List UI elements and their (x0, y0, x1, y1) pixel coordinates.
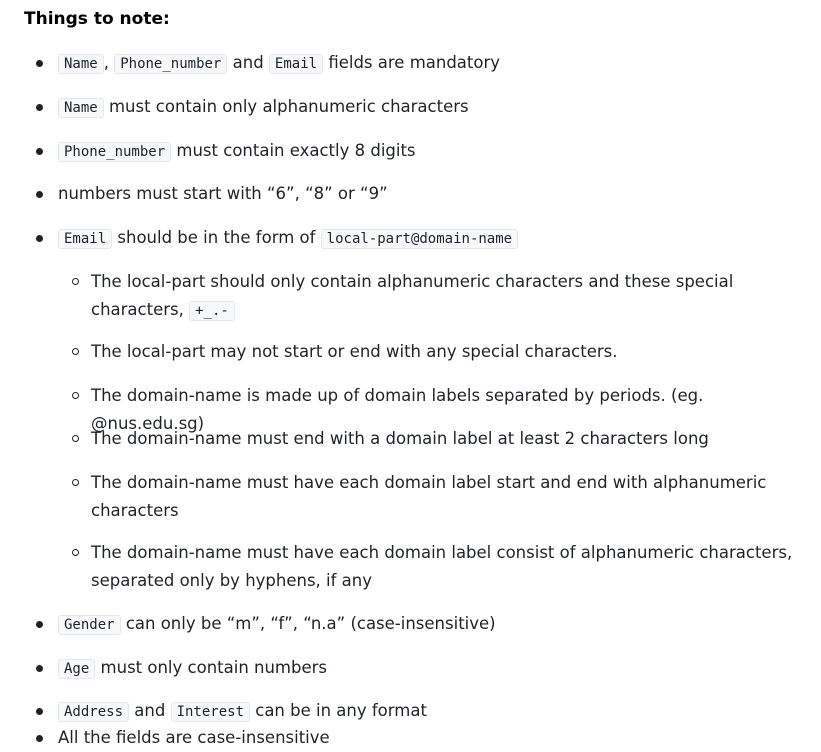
sub-item-domain-label-start-end (91, 469, 801, 525)
circle-bullet-icon (72, 348, 79, 355)
bullet-icon (36, 60, 43, 67)
circle-bullet-icon (72, 392, 79, 399)
separator-text: , (103, 53, 115, 72)
bullet-icon (36, 148, 43, 155)
list-item-mandatory (58, 49, 808, 78)
bullet-icon (36, 708, 43, 715)
item-text: The domain-name must have each domain label consist of alphanumeric characters, separated only by hyphens, if any (91, 543, 793, 590)
list-item-address-rule (58, 697, 808, 726)
item-text: The domain-name is made up of domain labels separated by periods. (eg. @nus.edu.sg) (91, 386, 704, 433)
bullet-icon (36, 191, 43, 198)
code-interest: Interest (171, 702, 250, 722)
code-gender: Gender (58, 615, 121, 635)
item-text: The domain-name must end with a domain label at least 2 characters long (91, 429, 709, 448)
item-text: fields are mandatory (323, 53, 501, 72)
item-text: numbers must start with “6”, “8” or “9” (58, 184, 388, 203)
list-item-gender-rule (58, 610, 808, 639)
code-name: Name (58, 54, 104, 74)
code-address: Address (58, 702, 129, 722)
bullet-icon (36, 104, 43, 111)
item-text: can only be “m”, “f”, “n.a” (case-insensitive) (120, 614, 496, 633)
item-text: The domain-name must have each domain label start and end with alphanumeric characters (91, 473, 767, 520)
code-phone-number: Phone_number (58, 142, 171, 162)
bullet-icon (36, 235, 43, 242)
code-email-format: local-part@domain-name (321, 229, 518, 249)
item-text: must only contain numbers (95, 658, 328, 677)
code-email: Email (269, 54, 323, 74)
circle-bullet-icon (72, 549, 79, 556)
sub-item-local-part-start-end (91, 338, 801, 366)
code-phone-number: Phone_number (114, 54, 227, 74)
item-text: The local-part may not start or end with any special characters. (91, 342, 618, 361)
code-name: Name (58, 98, 104, 118)
item-text: All the fields are case-insensitive (58, 728, 330, 747)
sub-item-local-part-chars (91, 268, 801, 325)
code-special-chars: +_.- (189, 301, 235, 321)
bullet-icon (36, 665, 43, 672)
item-text: must contain exactly 8 digits (171, 141, 416, 160)
bullet-icon (36, 621, 43, 628)
and-text: and (129, 701, 171, 720)
circle-bullet-icon (72, 479, 79, 486)
and-text: and (227, 53, 269, 72)
page-title: Things to note: (24, 9, 170, 29)
list-item-name-rule (58, 93, 808, 122)
circle-bullet-icon (72, 278, 79, 285)
list-item-start-rule (58, 180, 808, 208)
list-item-phone-rule (58, 137, 808, 166)
item-text: The local-part should only contain alphanumeric characters and these special characters, (91, 272, 734, 319)
code-age: Age (58, 659, 95, 679)
bullet-icon (36, 735, 43, 742)
sub-item-domain-label-hyphens (91, 539, 801, 595)
code-email: Email (58, 229, 112, 249)
list-item-case-rule (58, 724, 808, 752)
sub-item-domain-end-label (91, 425, 801, 453)
list-item-age-rule (58, 654, 808, 683)
item-text: should be in the form of (112, 228, 321, 247)
item-text: can be in any format (250, 701, 427, 720)
item-text: must contain only alphanumeric characters (103, 97, 469, 116)
list-item-email-rule (58, 224, 808, 253)
circle-bullet-icon (72, 435, 79, 442)
